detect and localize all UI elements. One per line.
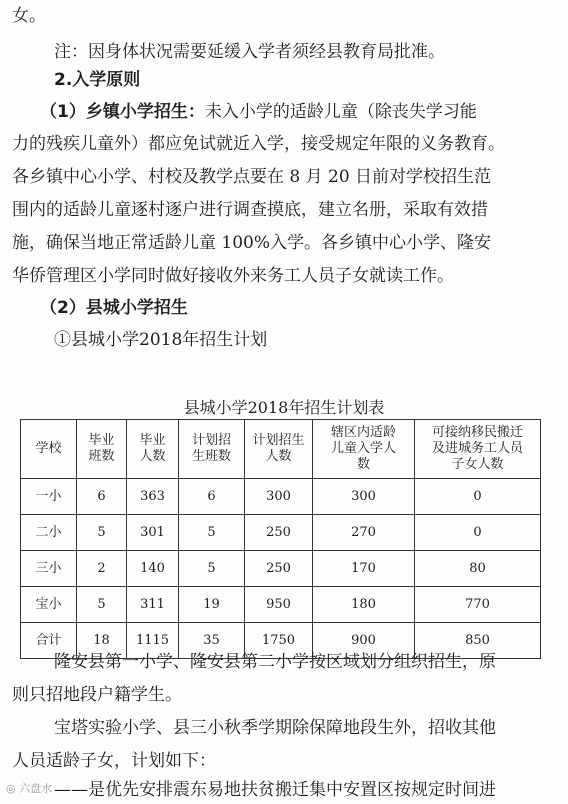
table-caption: 县城小学2018年招生计划表 — [183, 398, 385, 417]
table-cell: 1115 — [127, 623, 179, 659]
table-header-cell: 毕业 人数 — [127, 420, 179, 479]
bottom-line: 人员适龄子女，计划如下： — [12, 751, 216, 771]
table-cell: 250 — [245, 515, 313, 551]
table-cell: 2 — [77, 551, 127, 587]
table-cell: 三小 — [21, 551, 77, 587]
table-header-cell: 毕业 班数 — [77, 420, 127, 479]
table-header-cell: 学校 — [21, 420, 77, 479]
enrollment-plan-table — [20, 419, 541, 659]
top-line: 力的残疾儿童外）都应免试就近入学，接受规定年限的义务教育。 — [12, 134, 505, 154]
top-line: ①县城小学2018年招生计划 — [54, 330, 268, 350]
watermark: ◎ 六盘水 — [6, 782, 53, 795]
table-cell: 6 — [77, 479, 127, 515]
table-cell: 5 — [179, 551, 245, 587]
top-line: 2.入学原则 — [54, 70, 141, 90]
table-cell: 宝小 — [21, 587, 77, 623]
table-cell: 300 — [245, 479, 313, 515]
table-cell: 二小 — [21, 515, 77, 551]
bottom-line: 隆安县第一小学、隆安县第二小学按区域划分组织招生，原 — [54, 652, 496, 672]
table-row — [21, 551, 541, 587]
top-line: 华侨管理区小学同时做好接收外来务工人员子女就读工作。 — [12, 266, 454, 286]
table-cell: 300 — [313, 479, 415, 515]
top-line: 各乡镇中心小学、村校及教学点要在 8 月 20 日前对学校招生范 — [12, 167, 492, 187]
table-cell: 35 — [179, 623, 245, 659]
table-cell: 140 — [127, 551, 179, 587]
table-cell: 5 — [179, 515, 245, 551]
watermark-logo-icon: ◎ — [6, 782, 20, 795]
table-cell: 0 — [415, 515, 541, 551]
table-cell: 311 — [127, 587, 179, 623]
table-cell: 850 — [415, 623, 541, 659]
table-cell: 250 — [245, 551, 313, 587]
table-cell: 一小 — [21, 479, 77, 515]
table-header-cell: 辖区内适龄 儿童入学人 数 — [313, 420, 415, 479]
top-line: （1）乡镇小学招生：未入小学的适龄儿童（除丧失学习能 — [40, 102, 477, 122]
table-row — [21, 479, 541, 515]
table-row — [21, 587, 541, 623]
table-header-row — [21, 420, 541, 479]
table-header-cell: 计划招生 人数 — [245, 420, 313, 479]
table-cell: 5 — [77, 515, 127, 551]
table-cell: 80 — [415, 551, 541, 587]
table-row — [21, 515, 541, 551]
table-cell: 19 — [179, 587, 245, 623]
bottom-line: ——是优先安排震东易地扶贫搬迁集中安置区按规定时间进 — [54, 780, 496, 800]
table-cell: 170 — [313, 551, 415, 587]
table-header-cell: 可接纳移民搬迁 及进城务工人员 子女人数 — [415, 420, 541, 479]
table-cell: 0 — [415, 479, 541, 515]
table-cell: 180 — [313, 587, 415, 623]
top-line: 施，确保当地正常适龄儿童 100%入学。各乡镇中心小学、隆安 — [12, 233, 492, 253]
table-header-cell: 计划招 生班数 — [179, 420, 245, 479]
table-cell: 6 — [179, 479, 245, 515]
table-cell: 950 — [245, 587, 313, 623]
top-line: （2）县城小学招生 — [40, 298, 188, 318]
line-continuation: 未入小学的适龄儿童（除丧失学习能 — [204, 102, 477, 122]
table-cell: 270 — [313, 515, 415, 551]
table-cell: 合计 — [21, 623, 77, 659]
table-cell: 5 — [77, 587, 127, 623]
bottom-line: 则只招地段户籍学生。 — [12, 685, 182, 705]
table-cell: 301 — [127, 515, 179, 551]
table-cell: 1750 — [245, 623, 313, 659]
table-cell: 18 — [77, 623, 127, 659]
top-line: 注：因身体状况需要延缓入学者须经县教育局批准。 — [54, 42, 445, 62]
top-line: 女。 — [12, 6, 46, 26]
table-cell: 363 — [127, 479, 179, 515]
bottom-line: 宝塔实验小学、县三小秋季学期除保障地段生外，招收其他 — [54, 718, 496, 738]
table-cell: 900 — [313, 623, 415, 659]
top-line: 围内的适龄儿童逐村逐户进行调查摸底，建立名册，采取有效措 — [12, 200, 488, 220]
table-cell: 770 — [415, 587, 541, 623]
